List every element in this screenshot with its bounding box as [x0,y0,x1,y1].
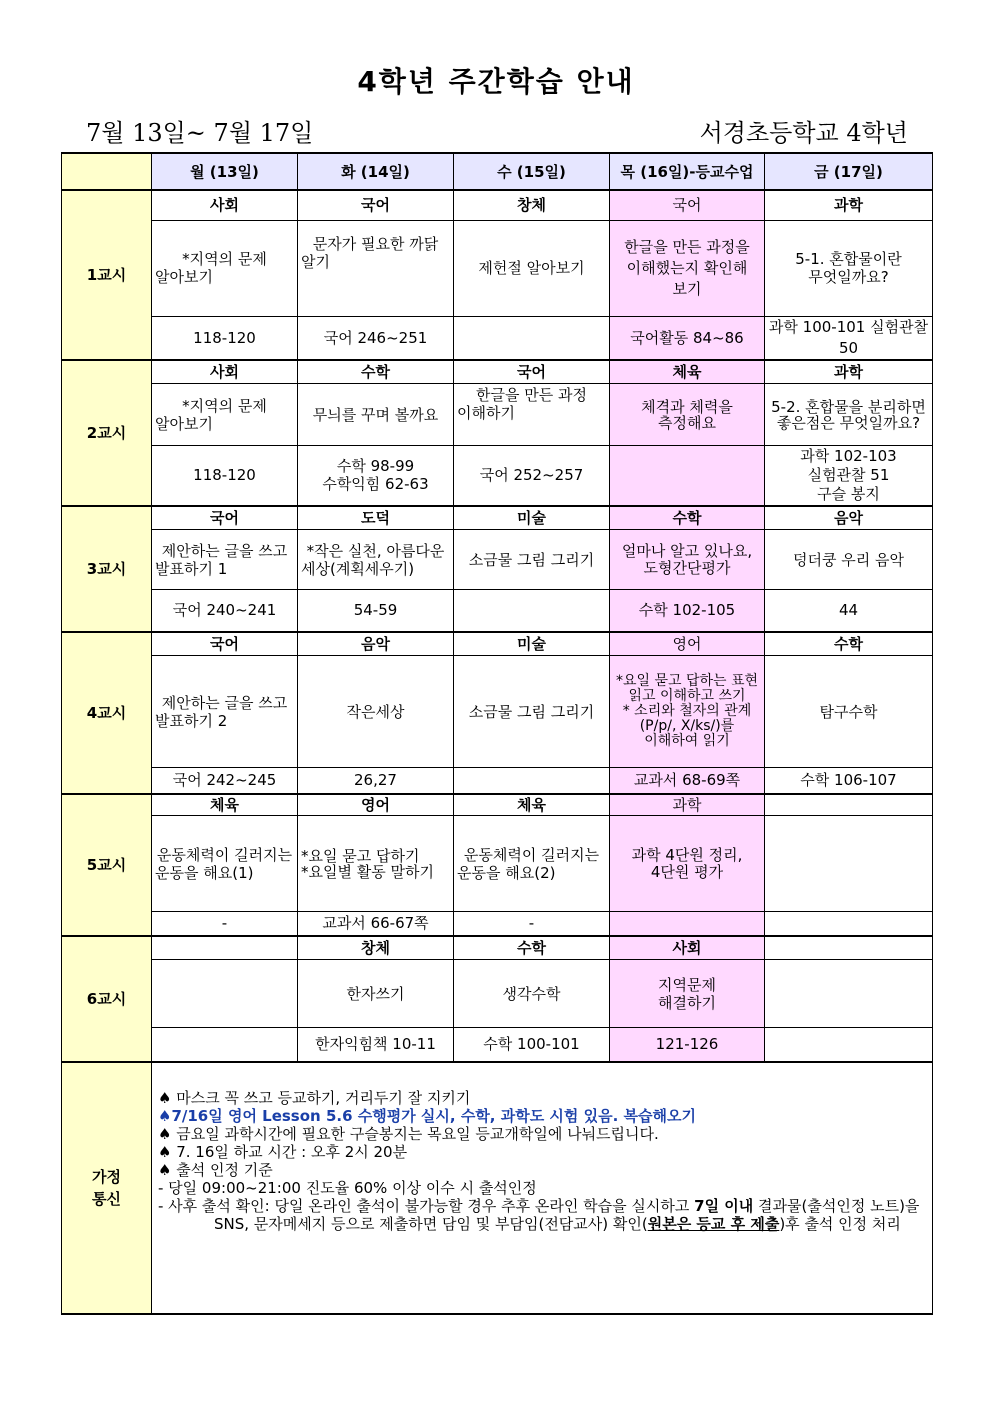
p3-thu-activity: 얼마나 알고 있나요, 도형간단평가 [610,530,765,590]
page-title: 4학년 주간학습 안내 [357,65,635,98]
p3-tue-page: 54-59 [298,590,454,632]
p5-tue-activity-line1: *요일 묻고 답하기 [301,846,420,865]
p5-mon-page: - [152,912,298,936]
p5-wed-page: - [454,912,610,936]
period-1-subject-row [62,190,933,220]
p3-fri-subject: 음악 [765,506,933,530]
p4-thu-page: 교과서 68-69쪽 [610,768,765,794]
p2-fri-page [765,446,933,506]
p6-mon-page [152,1028,298,1062]
p6-wed-subject: 수학 [454,936,610,960]
school-name: 서경초등학교 4학년 [699,119,908,147]
p5-mon-activity: 운동체력이 길러지는 운동을 해요(1) [152,816,298,912]
p6-tue-subject: 창체 [298,936,454,960]
p1-thu-page: 국어활동 84~86 [610,316,765,360]
notice-label-line1: 가정 [92,1167,121,1186]
period-5-page-row [62,912,933,936]
p5-tue-page: 교과서 66-67쪽 [298,912,454,936]
p4-fri-subject: 수학 [765,632,933,656]
day-mon: 월 (13일) [152,153,298,190]
p4-wed-activity: 소금물 그림 그리기 [454,656,610,768]
p4-tue-page: 26,27 [298,768,454,794]
period-4-subject-row [62,632,933,656]
p4-fri-page: 수학 106-107 [765,768,933,794]
period-6-label: 6교시 [62,936,152,1062]
period-4-page-row [62,768,933,794]
p6-fri-subject [765,936,933,960]
p4-fri-activity: 탐구수학 [765,656,933,768]
p2-mon-activity: *지역의 문제 알아보기 [152,384,298,446]
period-5-activity-row [62,816,933,912]
notice-line-5: ♠ 출석 인정 기준 [158,1160,273,1179]
p6-thu-subject: 사회 [610,936,765,960]
p4-mon-subject: 국어 [152,632,298,656]
p3-wed-activity: 소금물 그림 그리기 [454,530,610,590]
p6-thu-page: 121-126 [610,1028,765,1062]
p1-tue-activity: 문자가 필요한 까닭 알기 [298,220,454,316]
p2-tue-page-line2: 수학익힘 62-63 [322,475,429,494]
period-2-label: 2교시 [62,360,152,506]
p2-tue-page [298,446,454,506]
day-wed: 수 (15일) [454,153,610,190]
p1-mon-activity: *지역의 문제 알아보기 [152,220,298,316]
period-2-page-row [62,446,933,506]
day-thu: 목 (16일)-등교수업 [610,153,765,190]
period-2-activity-row [62,384,933,446]
p4-thu-activity-line2: * 소리와 철자의 관계(P/p/, X/ks/)를 이해하여 읽기 [622,703,752,749]
p1-wed-subject: 창체 [454,190,610,220]
p2-mon-page: 118-120 [152,446,298,506]
notice-row [62,1062,933,1314]
p1-mon-subject: 사회 [152,190,298,220]
p2-fri-activity: 5-2. 혼합물을 분리하면 좋은점은 무엇일까요? [765,384,933,446]
p1-wed-activity: 제헌절 알아보기 [454,220,610,316]
period-3-activity-row [62,530,933,590]
notice-line-6: - 당일 09:00~21:00 진도율 60% 이상 이수 시 출석인정 [158,1178,537,1197]
period-4-label: 4교시 [62,632,152,794]
p3-wed-page [454,590,610,632]
p3-thu-page: 수학 102-105 [610,590,765,632]
p1-tue-page: 국어 246~251 [298,316,454,360]
notice-label-line2: 통신 [92,1189,121,1208]
p6-wed-page: 수학 100-101 [454,1028,610,1062]
p3-fri-activity: 덩더쿵 우리 음악 [765,530,933,590]
p3-tue-activity: *작은 실천, 아름다운 세상(계획세우기) [298,530,454,590]
p2-mon-subject: 사회 [152,360,298,384]
p3-mon-activity: 제안하는 글을 쓰고 발표하기 1 [152,530,298,590]
weekly-schedule-table [61,152,933,1315]
notice-label [62,1062,152,1314]
notice-line-8 [158,1215,926,1233]
day-header-row [62,153,933,190]
p1-thu-subject: 국어 [610,190,765,220]
corner-cell [62,153,152,190]
p5-thu-activity: 과학 4단원 정리, 4단원 평가 [610,816,765,912]
p6-fri-page [765,1028,933,1062]
p1-fri-activity: 5-1. 혼합물이란 무엇일까요? [765,220,933,316]
week-dates: 7월 13일~ 7월 17일 [86,119,314,147]
period-3-label: 3교시 [62,506,152,632]
notice-line-7-b: 7일 이내 [694,1196,754,1215]
p4-wed-subject: 미술 [454,632,610,656]
p1-fri-subject: 과학 [765,190,933,220]
p2-wed-page: 국어 252~257 [454,446,610,506]
p5-wed-subject: 체육 [454,794,610,816]
notice-line-8-b: 원본은 등교 후 제출 [647,1214,780,1233]
p6-tue-activity: 한자쓰기 [298,960,454,1028]
p2-thu-page [610,446,765,506]
notice-line-7-c: 결과물(출석인정 노트)을 [753,1196,920,1215]
p5-thu-page [610,912,765,936]
notice-line-1: ♠ 마스크 꼭 쓰고 등교하기, 거리두기 잘 지키기 [158,1088,471,1107]
p4-tue-activity: 작은세상 [298,656,454,768]
p3-thu-subject: 수학 [610,506,765,530]
p5-tue-activity-line2: *요일별 활동 말하기 [301,862,434,881]
p2-fri-page-line3: 구슬 봉지 [817,484,880,503]
p5-fri-page [765,912,933,936]
p6-fri-activity [765,960,933,1028]
period-5-subject-row [62,794,933,816]
p2-wed-activity: 한글을 만든 과정 이해하기 [454,384,610,446]
day-tue: 화 (14일) [298,153,454,190]
period-5-label: 5교시 [62,794,152,936]
p2-tue-activity: 무늬를 꾸며 볼까요 [298,384,454,446]
period-1-label: 1교시 [62,190,152,360]
p5-fri-activity [765,816,933,912]
p4-mon-page: 국어 242~245 [152,768,298,794]
p5-thu-subject: 과학 [610,794,765,816]
p1-wed-page [454,316,610,360]
p4-mon-activity: 제안하는 글을 쓰고 발표하기 2 [152,656,298,768]
notice-line-3: ♠ 금요일 과학시간에 필요한 구슬봉지는 목요일 등교개학일에 나눠드립니다. [158,1124,659,1143]
period-6-activity-row [62,960,933,1028]
p5-wed-activity: 운동체력이 길러지는 운동을 해요(2) [454,816,610,912]
p3-fri-page: 44 [765,590,933,632]
day-fri: 금 (17일) [765,153,933,190]
period-3-page-row [62,590,933,632]
p5-fri-subject [765,794,933,816]
period-4-activity-row [62,656,933,768]
p6-wed-activity: 생각수학 [454,960,610,1028]
notice-line-2: ♠7/16일 영어 Lesson 5.6 수행평가 실시, 수학, 과학도 시험 있음. 복습해오기 [158,1106,696,1125]
p2-tue-subject: 수학 [298,360,454,384]
p2-wed-subject: 국어 [454,360,610,384]
p4-thu-activity-line1: *요일 묻고 답하는 표현 읽고 이해하고 쓰기 [615,673,759,704]
p3-mon-subject: 국어 [152,506,298,530]
p2-fri-page-line1: 과학 102-103 [800,446,897,465]
p3-tue-subject: 도덕 [298,506,454,530]
p4-tue-subject: 음악 [298,632,454,656]
notice-line-7 [158,1197,926,1215]
p1-tue-subject: 국어 [298,190,454,220]
period-1-activity-row [62,220,933,316]
p1-mon-page: 118-120 [152,316,298,360]
notice-line-4: ♠ 7. 16일 하교 시간 : 오후 2시 20분 [158,1142,408,1161]
p4-thu-activity [610,656,765,768]
p3-wed-subject: 미술 [454,506,610,530]
period-6-subject-row [62,936,933,960]
p2-thu-subject: 체육 [610,360,765,384]
period-6-page-row [62,1028,933,1062]
notice-line-8-a: SNS, 문자메세지 등으로 제출하면 담임 및 부담임(전담교사) 확인( [214,1214,648,1233]
p2-fri-page-line2: 실험관찰 51 [807,465,890,484]
p2-fri-subject: 과학 [765,360,933,384]
p6-mon-activity [152,960,298,1028]
period-3-subject-row [62,506,933,530]
p1-thu-activity: 한글을 만든 과정을 이해했는지 확인해 보기 [610,220,765,316]
p6-tue-page: 한자익힘책 10-11 [298,1028,454,1062]
p5-mon-subject: 체육 [152,794,298,816]
p5-tue-subject: 영어 [298,794,454,816]
p1-fri-page: 과학 100-101 실험관찰 50 [765,316,933,360]
notice-line-7-a: - 사후 출석 확인: 당일 온라인 출석이 불가능할 경우 추후 온라인 학습을 실시하고 [158,1196,695,1215]
p2-thu-activity: 체격과 체력을 측정해요 [610,384,765,446]
period-2-subject-row [62,360,933,384]
p4-thu-subject: 영어 [610,632,765,656]
p3-mon-page: 국어 240~241 [152,590,298,632]
p4-wed-page [454,768,610,794]
p5-tue-activity [298,816,454,912]
p6-mon-subject [152,936,298,960]
notice-content [152,1062,933,1314]
notice-line-8-c: )후 출석 인정 처리 [779,1214,901,1233]
p6-thu-activity: 지역문제 해결하기 [610,960,765,1028]
p2-tue-page-line1: 수학 98-99 [336,457,415,476]
period-1-page-row [62,316,933,360]
